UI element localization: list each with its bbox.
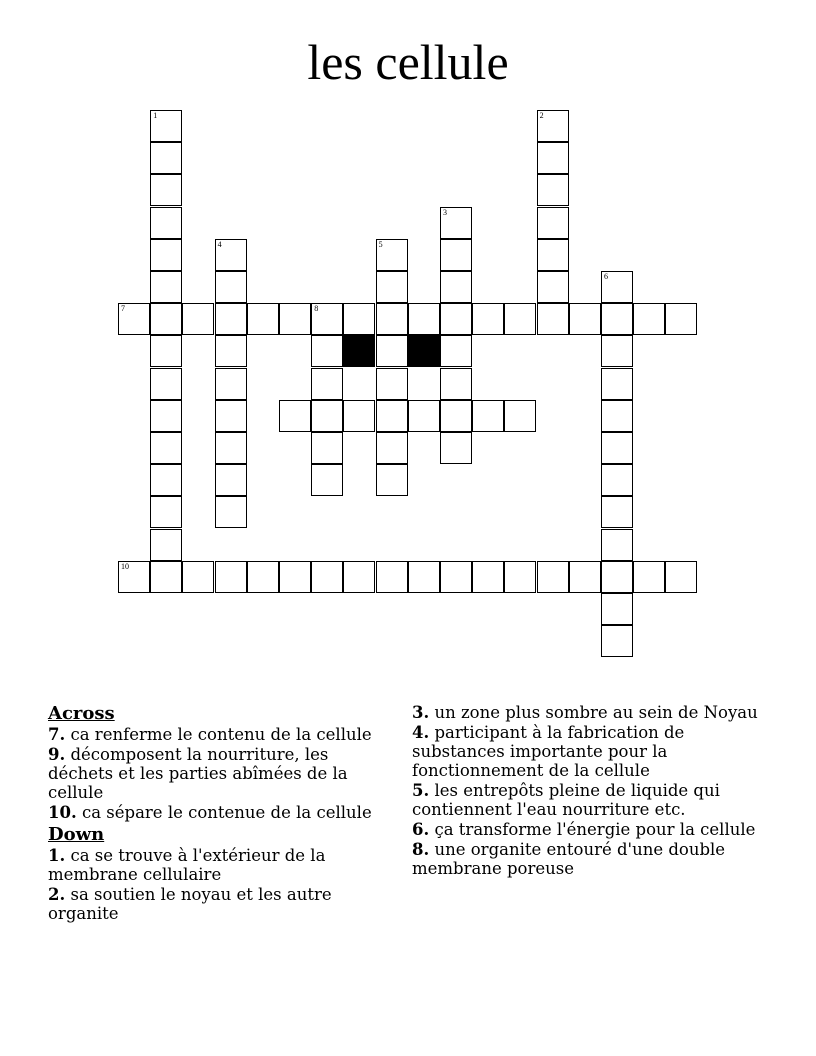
grid-cell[interactable] [311, 432, 343, 464]
grid-cell[interactable] [601, 400, 633, 432]
grid-cell[interactable] [537, 110, 569, 142]
grid-cell[interactable] [343, 303, 375, 335]
grid-cell[interactable] [279, 561, 311, 593]
grid-cell[interactable] [182, 303, 214, 335]
grid-cell[interactable] [376, 368, 408, 400]
clue-number: 3 [443, 207, 447, 217]
grid-cell[interactable] [537, 142, 569, 174]
clue-item [48, 803, 393, 822]
grid-cell[interactable] [343, 561, 375, 593]
grid-cell[interactable] [665, 303, 697, 335]
grid-cell[interactable] [150, 239, 182, 271]
clue-number-label: 10. [48, 803, 77, 822]
down-heading: Down [48, 824, 105, 845]
grid-cell[interactable] [311, 335, 343, 367]
grid-cell[interactable] [247, 561, 279, 593]
clue-number-label: 1. [48, 846, 66, 865]
black-square [343, 335, 375, 367]
clue-text: un zone plus sombre au sein de Noyau [429, 703, 758, 722]
clue-number: 7 [121, 304, 125, 314]
grid-cell[interactable] [311, 400, 343, 432]
grid-cell[interactable] [601, 529, 633, 561]
grid-cell[interactable] [150, 142, 182, 174]
grid-cell[interactable] [279, 400, 311, 432]
grid-cell[interactable] [150, 207, 182, 239]
grid-cell[interactable] [440, 207, 472, 239]
grid-cell[interactable] [569, 561, 601, 593]
grid-cell[interactable] [311, 303, 343, 335]
grid-cell[interactable] [601, 335, 633, 367]
grid-cell[interactable] [311, 464, 343, 496]
clue-item [412, 840, 762, 878]
grid-cell[interactable] [215, 368, 247, 400]
grid-cell[interactable] [504, 400, 536, 432]
grid-cell[interactable] [150, 400, 182, 432]
grid-cell[interactable] [601, 593, 633, 625]
clues-right-column [412, 703, 762, 879]
grid-cell[interactable] [440, 561, 472, 593]
clue-text: sa soutien le noyau et les autre organite [48, 885, 332, 923]
grid-cell[interactable] [150, 432, 182, 464]
grid-cell[interactable] [633, 303, 665, 335]
grid-cell[interactable] [601, 432, 633, 464]
clues-left-column [48, 703, 393, 924]
grid-cell[interactable] [247, 303, 279, 335]
clue-item [48, 846, 393, 884]
across-heading: Across [48, 703, 115, 724]
grid-cell[interactable] [150, 561, 182, 593]
clue-text: les entrepôts pleine de liquide qui contiennent l'eau nourriture etc. [412, 781, 720, 819]
clue-text: une organite entouré d'une double membrane poreuse [412, 840, 726, 878]
clue-number: 4 [217, 239, 222, 249]
grid-cell[interactable] [311, 561, 343, 593]
clue-item [48, 725, 393, 744]
grid-cell[interactable] [376, 464, 408, 496]
clue-number: 10 [121, 561, 129, 571]
grid-cell[interactable] [440, 303, 472, 335]
clue-number: 8 [314, 304, 319, 314]
grid-cell[interactable] [215, 400, 247, 432]
grid-cell[interactable] [408, 561, 440, 593]
grid-cell[interactable] [215, 239, 247, 271]
grid-cell[interactable] [376, 432, 408, 464]
grid-cell[interactable] [537, 271, 569, 303]
grid-cell[interactable] [215, 335, 247, 367]
grid-cell[interactable] [150, 335, 182, 367]
grid-cell[interactable] [376, 271, 408, 303]
down-clue-list-continued [412, 703, 762, 878]
grid-cell[interactable] [118, 561, 150, 593]
clue-number-label: 6. [412, 820, 430, 839]
clue-number-label: 5. [412, 781, 430, 800]
clue-number: 1 [153, 111, 158, 120]
down-clue-list [48, 846, 393, 923]
clue-item [412, 820, 762, 839]
grid-cell[interactable] [150, 110, 182, 142]
clue-number: 5 [378, 239, 383, 249]
grid-cell[interactable] [665, 561, 697, 593]
grid-cell[interactable] [215, 271, 247, 303]
grid-cell[interactable] [601, 368, 633, 400]
clue-item [412, 723, 762, 780]
grid-cell[interactable] [215, 464, 247, 496]
grid-cell[interactable] [311, 368, 343, 400]
grid-cell[interactable] [376, 400, 408, 432]
grid-cell[interactable] [150, 271, 182, 303]
grid-cell[interactable] [376, 335, 408, 367]
clue-number-label: 2. [48, 885, 66, 904]
grid-cell[interactable] [408, 400, 440, 432]
grid-cell[interactable] [537, 174, 569, 206]
grid-cell[interactable] [537, 561, 569, 593]
clue-number-label: 7. [48, 725, 66, 744]
grid-cell[interactable] [215, 303, 247, 335]
clue-number: 6 [604, 272, 608, 281]
clue-item [412, 781, 762, 819]
grid-cell[interactable] [215, 432, 247, 464]
grid-cell[interactable] [601, 464, 633, 496]
grid-cell[interactable] [537, 239, 569, 271]
clue-item [412, 703, 762, 722]
grid-cell[interactable] [440, 271, 472, 303]
grid-cell[interactable] [601, 271, 633, 303]
grid-cell[interactable] [150, 368, 182, 400]
grid-cell[interactable] [408, 303, 440, 335]
grid-cell[interactable] [150, 464, 182, 496]
grid-cell[interactable] [504, 561, 536, 593]
grid-cell[interactable] [215, 561, 247, 593]
grid-cell[interactable] [601, 496, 633, 528]
grid-cell[interactable] [440, 239, 472, 271]
grid-cell[interactable] [376, 561, 408, 593]
clue-number-label: 3. [412, 703, 430, 722]
grid-cell[interactable] [215, 496, 247, 528]
grid-cell[interactable] [376, 239, 408, 271]
grid-cell[interactable] [440, 400, 472, 432]
grid-cell[interactable] [150, 303, 182, 335]
clue-text: ça transforme l'énergie pour la cellule [429, 820, 756, 839]
grid-cell[interactable] [537, 303, 569, 335]
grid-cell[interactable] [569, 303, 601, 335]
grid-cell[interactable] [440, 335, 472, 367]
clue-item [48, 885, 393, 923]
grid-cell[interactable] [376, 303, 408, 335]
grid-cell[interactable] [440, 432, 472, 464]
grid-cell[interactable] [537, 207, 569, 239]
clue-number: 2 [539, 111, 544, 120]
grid-cell[interactable] [182, 561, 214, 593]
black-square [408, 335, 440, 367]
grid-cell[interactable] [472, 561, 504, 593]
page-title: les cellule [307, 34, 509, 90]
grid-cell[interactable] [440, 368, 472, 400]
clue-number-label: 9. [48, 745, 66, 764]
grid-cell[interactable] [601, 625, 633, 657]
across-clue-list [48, 725, 393, 822]
grid-cell[interactable] [150, 496, 182, 528]
clue-item [48, 745, 393, 802]
clue-number-label: 8. [412, 840, 430, 859]
grid-cell[interactable] [601, 561, 633, 593]
grid-cell[interactable] [472, 400, 504, 432]
clue-number-label: 4. [412, 723, 430, 742]
clue-text: participant à la fabrication de substances importante pour la fonctionnement de la cellule [412, 723, 685, 780]
clue-text: ca se trouve à l'extérieur de la membrane cellulaire [48, 846, 326, 884]
grid-cell[interactable] [633, 561, 665, 593]
clue-text: ca sépare le contenue de la cellule [76, 803, 372, 822]
grid-cell[interactable] [118, 303, 150, 335]
grid-cell[interactable] [279, 303, 311, 335]
clue-text: ca renferme le contenu de la cellule [65, 725, 372, 744]
clue-text: décomposent la nourriture, les déchets et les parties abîmées de la cellule [48, 745, 348, 802]
grid-cell[interactable] [601, 303, 633, 335]
grid-cell[interactable] [343, 400, 375, 432]
grid-cell[interactable] [150, 174, 182, 206]
grid-cell[interactable] [150, 529, 182, 561]
grid-cell[interactable] [504, 303, 536, 335]
grid-cell[interactable] [472, 303, 504, 335]
